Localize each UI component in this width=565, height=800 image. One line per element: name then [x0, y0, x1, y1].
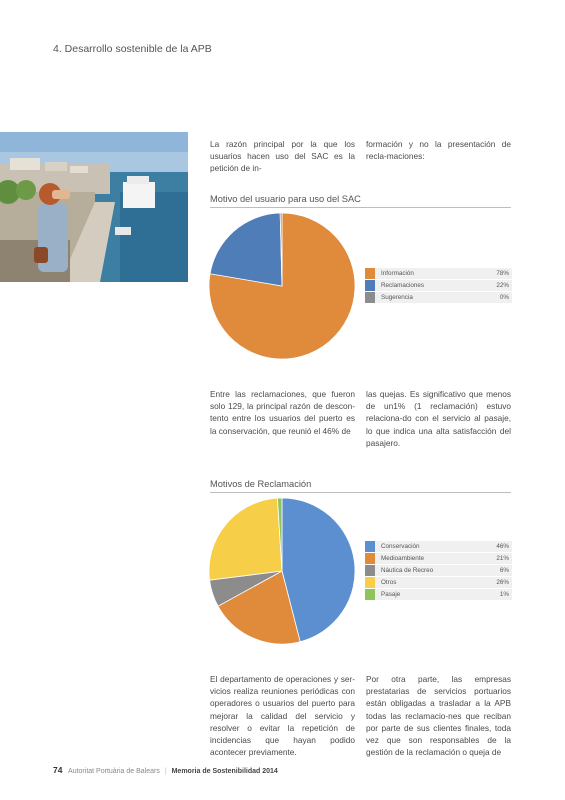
legend-swatch: [365, 577, 375, 588]
page-number: 74: [53, 765, 63, 775]
legend-value: 6%: [499, 567, 509, 574]
pie-slice-reclamaciones: [210, 213, 282, 286]
chart1-legend-row: [365, 292, 512, 303]
footer-publication: Memoria de Sostenibilidad 2014: [171, 768, 278, 775]
middle-text-col2: las quejas. Es significativo que menos de un1% (1 reclamación) estuvo relaciona-do con el servicio al pasaje, lo que indica una alta satisfacción del pasajero.: [366, 389, 511, 448]
chart1-legend: [365, 268, 512, 304]
chart1-legend-row: [365, 280, 512, 291]
legend-swatch: [365, 565, 375, 576]
section-title: 4. Desarrollo sostenible de la APB: [53, 43, 212, 55]
chart2-legend: [365, 541, 512, 601]
chart2-title: Motivos de Reclamación: [210, 479, 511, 493]
legend-swatch: [365, 268, 375, 279]
legend-label: Conservación: [381, 543, 420, 550]
legend-swatch: [365, 280, 375, 291]
pie-slice-otros: [209, 498, 282, 580]
intro-text-col1: La razón principal por la que los usuarios hacen uso del SAC es la petición de in-: [210, 139, 355, 174]
legend-value: 1%: [499, 591, 509, 598]
legend-label: Otros: [381, 579, 397, 586]
legend-swatch: [365, 589, 375, 600]
chart2-legend-row: [365, 577, 512, 588]
chart2-pie: [202, 491, 362, 651]
bottom-text-col1: El departamento de operaciones y ser-vicios realiza reuniones periódicas con operadores o usuarios del puerto para mejorar la calidad del servicio y resolver o evitar la repetición de incidencias que hayan podido acontecer previamente.: [210, 674, 355, 758]
legend-value: 22%: [496, 282, 509, 289]
chart1-legend-row: [365, 268, 512, 279]
chart2-legend-row: [365, 541, 512, 552]
chart2-legend-row: [365, 589, 512, 600]
legend-label: Medioambiente: [381, 555, 425, 562]
legend-swatch: [365, 292, 375, 303]
harbor-photo: [0, 132, 188, 282]
footer-separator: |: [164, 768, 167, 775]
chart1-pie: [202, 206, 362, 366]
footer-org: Autoritat Portuària de Balears: [68, 768, 160, 775]
legend-value: 26%: [496, 579, 509, 586]
legend-label: Náutica de Recreo: [381, 567, 434, 574]
chart2-legend-row: [365, 553, 512, 564]
page-footer: [53, 765, 278, 775]
chart1-title: Motivo del usuario para uso del SAC: [210, 194, 511, 208]
legend-label: Pasaje: [381, 591, 401, 598]
legend-value: 0%: [499, 294, 509, 301]
bottom-text-col2: Por otra parte, las empresas prestatarias de servicios portuarios están obligadas a trasladar a la APB todas las reclamacio-nes que reciban por parte de sus clientes finales, toda vez que son responsables de la gestión de la reclamación o queja de: [366, 674, 511, 758]
intro-text-col2: formación y no la presentación de recla-maciones:: [366, 139, 511, 162]
legend-value: 21%: [496, 555, 509, 562]
legend-label: Reclamaciones: [381, 282, 425, 289]
legend-value: 78%: [496, 270, 509, 277]
legend-value: 46%: [496, 543, 509, 550]
legend-swatch: [365, 541, 375, 552]
middle-text-col1: Entre las reclamaciones, que fueron solo 129, la principal razón de descon-tento entre los usuarios del puerto es la conservación, que reunió el 46% de: [210, 389, 355, 436]
legend-label: Sugerencia: [381, 294, 413, 301]
legend-label: Información: [381, 270, 414, 277]
chart2-legend-row: [365, 565, 512, 576]
legend-swatch: [365, 553, 375, 564]
